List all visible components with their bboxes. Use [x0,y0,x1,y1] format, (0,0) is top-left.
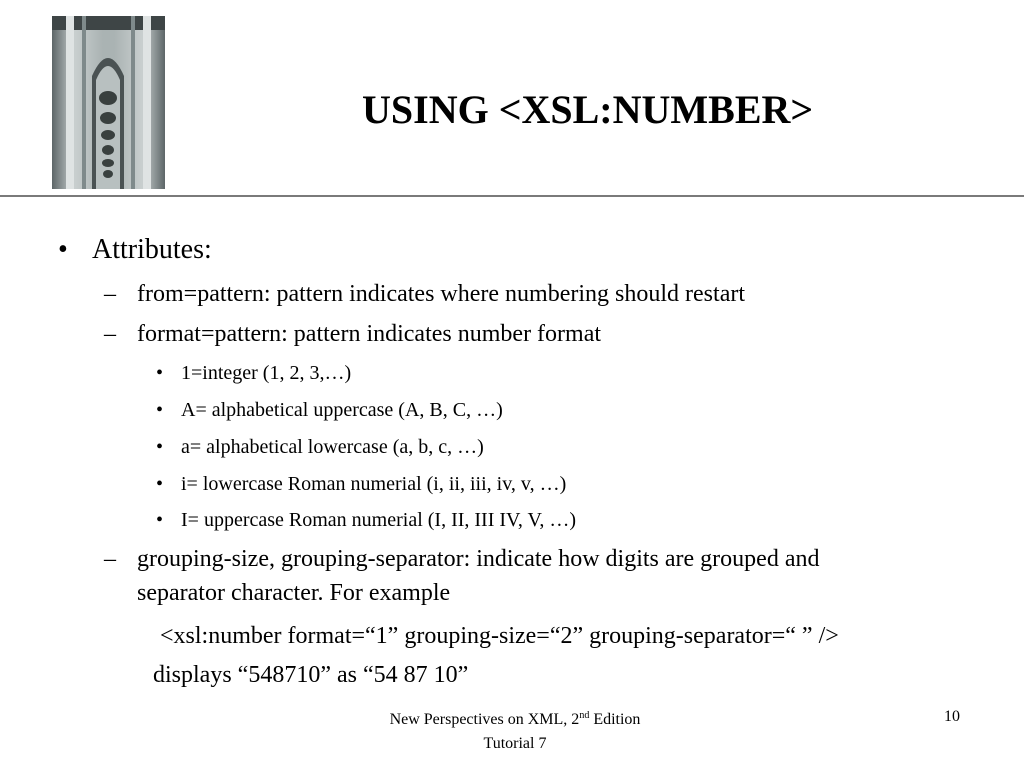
example-code: <xsl:number format=“1” grouping-size=“2” grouping-separator=“ ” /> [160,623,839,649]
dash-marker: – [104,546,116,572]
page-number: 10 [944,708,960,725]
grouping-attribute-text-continued: separator character. For example [137,580,451,606]
slide-title: USING <XSL:NUMBER> [362,87,814,132]
bridge-arch-photo [52,16,165,189]
format-value-item: A= alphabetical uppercase (A, B, C, …) [181,399,503,421]
format-attribute-text: format=pattern: pattern indicates number format [137,321,602,347]
bullet-heading: Attributes: [92,234,212,265]
grouping-attribute-text: grouping-size, grouping-separator: indicate how digits are grouped and [137,546,820,572]
format-value-item: a= alphabetical lowercase (a, b, c, …) [181,436,484,458]
dash-marker: – [104,281,116,307]
title-divider [0,195,1024,197]
sub-bullet-marker: • [156,399,164,421]
format-value-item: i= lowercase Roman numerial (i, ii, iii, iv, v, …) [181,473,567,495]
footer-book-info [330,708,700,756]
format-value-item: I= uppercase Roman numerial (I, II, III IV, V, …) [181,509,577,531]
footer-book-title: New Perspectives on XML, 2nd Edition [389,710,641,728]
dash-marker: – [104,321,116,347]
footer-tutorial: Tutorial 7 [483,735,547,752]
sub-bullet-marker: • [156,436,164,458]
bullet-marker: • [58,234,68,265]
format-value-item: 1=integer (1, 2, 3,…) [181,362,352,384]
sub-bullet-marker: • [156,473,164,495]
sub-bullet-marker: • [156,362,164,384]
from-attribute-text: from=pattern: pattern indicates where numbering should restart [137,281,746,307]
example-result: displays “548710” as “54 87 10” [153,662,469,688]
sub-bullet-marker: • [156,509,164,531]
